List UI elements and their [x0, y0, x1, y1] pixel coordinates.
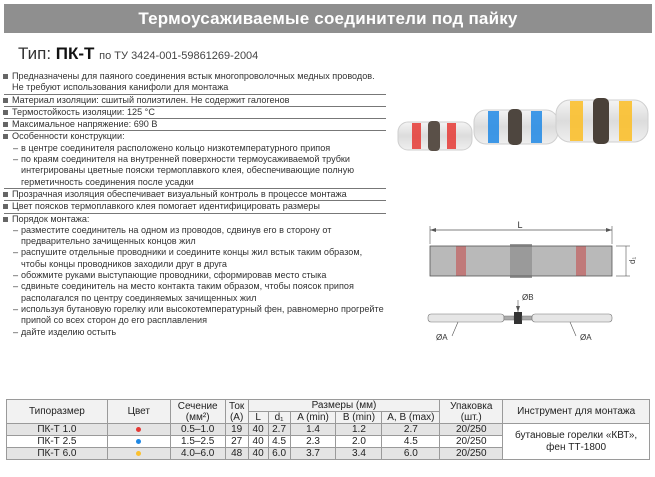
- col-section: Сечение (мм²): [170, 400, 225, 424]
- sub-item: – дайте изделию остыть: [13, 326, 117, 337]
- dim-L: [430, 220, 612, 244]
- col-Bmin: B (min): [336, 412, 382, 424]
- type-code: ПК-Т: [55, 44, 95, 63]
- sub-item: – разместите соединитель на одном из проводов, сдвинув его в сторону от предварительно зачищенных концов жил: [13, 224, 332, 247]
- col-dims: Размеры (мм): [248, 400, 440, 412]
- label-A-right: ØA: [580, 333, 592, 342]
- spec-table: [6, 399, 650, 460]
- product-type-line: [18, 44, 258, 64]
- label-B: ØB: [522, 293, 534, 302]
- feature-item: Предназначены для паяного соединения встык многопроволочных медных проводов. Не требуют использования канифоли для монтажа: [4, 71, 386, 95]
- feature-item: Цвет поясков термоплавкого клея помогает идентифицировать размеры: [4, 201, 386, 213]
- bullet-icon: [3, 110, 8, 115]
- page-title: Термоусаживаемые соединители под пайку: [4, 4, 652, 33]
- table-row: ПК-Т 6.0 4.0–6.0 48 40 6.0 3.7 3.4 6.0 20/250: [7, 448, 650, 460]
- feature-item: Прозрачная изоляция обеспечивает визуальный контроль в процессе монтажа: [4, 189, 386, 201]
- bullet-icon: [3, 192, 8, 197]
- col-Amin: A (min): [290, 412, 336, 424]
- color-dot-red: [136, 427, 141, 432]
- feature-list: [4, 71, 386, 338]
- sub-item: – используя бутановую горелку или высокотемпературный фен, равномерно прогрейте припой со всех сторон до его расплавления: [13, 303, 384, 326]
- feature-item: Материал изоляции: сшитый полиэтилен. Не содержит галогенов: [4, 95, 386, 107]
- bullet-icon: [3, 204, 8, 209]
- connector-red-image: [398, 121, 472, 151]
- col-size: Типоразмер: [7, 400, 108, 424]
- bullet-icon: [3, 74, 8, 79]
- connector-blue-image: [474, 109, 558, 145]
- sub-item: – распушите отдельные проводники и соедините концы жил встык таким образом, чтобы концы проводников заходили друг в друга: [13, 247, 363, 269]
- dim-B: [516, 293, 534, 312]
- label-L: L: [517, 220, 523, 230]
- bullet-icon: [3, 98, 8, 103]
- type-prefix: Тип:: [18, 44, 52, 63]
- label-d1: d₁: [628, 256, 637, 264]
- dim-d1: [616, 246, 637, 276]
- label-A-left: ØA: [436, 333, 448, 342]
- connector-yellow-image: [556, 98, 648, 144]
- dimension-drawing: [420, 218, 652, 348]
- wire-drawing: [428, 312, 612, 324]
- product-photo: [390, 60, 652, 210]
- sub-item: – обожмите руками выступающие проводники, сформировав место стыка: [13, 270, 327, 281]
- col-color: Цвет: [107, 400, 170, 424]
- feature-item: Термостойкость изоляции: 125 °С: [4, 107, 386, 119]
- table-row: ПК-Т 2.5 1.5–2.5 27 40 4.5 2.3 2.0 4.5 20/250: [7, 436, 650, 448]
- col-d1: d₁: [268, 412, 290, 424]
- bullet-icon: [3, 122, 8, 127]
- bullet-icon: [3, 217, 8, 222]
- dim-A-left: [436, 322, 458, 342]
- col-ABmax: A, B (max): [382, 412, 440, 424]
- sub-item: – в центре соединителя расположено кольцо низкотемпературного припоя: [13, 142, 331, 153]
- color-dot-blue: [136, 439, 141, 444]
- table-row: ПК-Т 1.0 0.5–1.0 19 40 2.7 1.4 1.2 2.7 20/250 бутановые горелки «КВТ», фен ТТ-1800: [7, 424, 650, 436]
- col-current: Ток (А): [225, 400, 248, 424]
- connector-drawing: [430, 244, 612, 278]
- feature-item-mounting: Порядок монтажа: – разместите соединитель на одном из проводов, сдвинув его в сторону от предварительно зачищенных концов жил – распушите отдельные проводники и соедините концы жил встык таким образом, чтобы концы проводников заходили друг в друга – обожмите руками выступающие проводники, сформировав место стыка – сдвиньте соединитель на место контакта таким образом, чтобы поясок припоя располагался по центру соединяемых зачищенных жил – используя бутановую горелку или высокотемпературный фен, равномерно прогрейте припой со всех сторон до его расплавления – дайте изделию остыть: [4, 214, 386, 338]
- sub-item: – по краям соединителя на внутренней поверхности термоусаживаемой трубки интегрированы цветные пояски термоплавкого клея, обеспечивающие полную герметичность соединения после усадки: [13, 154, 355, 187]
- col-pack: Упаковка (шт.): [440, 400, 503, 424]
- dim-A-right: [570, 322, 592, 342]
- type-standard: по ТУ 3424-001-59861269-2004: [99, 50, 259, 62]
- col-L: L: [248, 412, 268, 424]
- tool-cell: бутановые горелки «КВТ», фен ТТ-1800: [503, 424, 650, 460]
- feature-item: Максимальное напряжение: 690 В: [4, 119, 386, 131]
- color-dot-yellow: [136, 451, 141, 456]
- sub-item: – сдвиньте соединитель на место контакта таким образом, чтобы поясок припоя располагался по центру соединяемых зачищенных жил: [13, 281, 354, 303]
- bullet-icon: [3, 134, 8, 139]
- col-tool: Инструмент для монтажа: [503, 400, 650, 424]
- feature-item-construction: Особенности конструкции: – в центре соединителя расположено кольцо низкотемпературного припоя – по краям соединителя на внутренней поверхности термоусаживаемой трубки интегрированы цветные пояски термоплавкого клея, обеспечивающие полную герметичность соединения после усадки: [4, 131, 386, 188]
